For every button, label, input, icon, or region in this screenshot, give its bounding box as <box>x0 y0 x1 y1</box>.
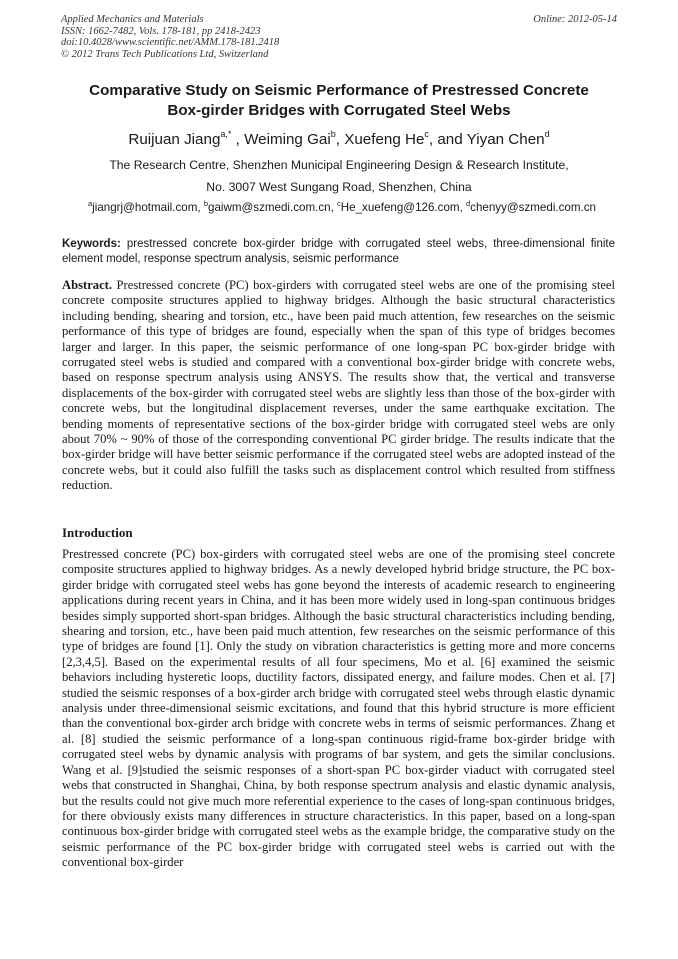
title-line-1: Comparative Study on Seismic Performance of Prestressed Concrete <box>89 82 589 99</box>
author-separator: , <box>231 131 245 148</box>
affiliation-line-2: No. 3007 West Sungang Road, Shenzhen, China <box>206 180 472 194</box>
journal-name: Applied Mechanics and Materials <box>61 14 204 25</box>
author-superscript: b <box>330 129 336 139</box>
introduction-text: Prestressed concrete (PC) box-girders with corrugated steel webs are one of the promising steel concrete composite structures applied to highway bridges. As a newly developed hybrid bridge structure, the PC box-girder bridge with corrugated steel webs has gone beyond the interests of academic research to engineering applications during recent years in China, and it has been more widely used in long-span continuous bridges besides simply supported short-span bridges. Although the basic structural characteristics including bending, shearing and torsion, etc., have been paid much attention, few researches on the seismic performance of this type of bridges are found [1]. Only the study on vibration characteristics is getting more and more concerns [2,3,4,5]. Based on the experimental results of all four specimens, Mo et al. [6] examined the seismic behaviors including hysteretic loops, ductility factors, dissipated energy, and failure modes. Chen et al. [7] studied the seismic responses of a box-girder arch bridge with corrugated steel webs through elastic dynamic analysis under three-dimensional seismic excitations, and found that this hybrid structure is more efficient than the conventional box-girder arch bridge with concrete webs in terms of seismic performances. Zhang et al. [8] studied the seismic performance of a long-span continuous rigid-frame box-girder bridge with corrugated steel webs by dynamic analysis with programs of bar system, and gets the similar conclusions. Wang et al. [9]studied the seismic responses of a short-span PC box-girder viaduct with corrugated steel webs that constructed in Shanghai, China, by both response spectrum analysis and elastic dynamic analysis, but the results could not give much more referential experience to the cases of long-span continuous bridges, for there obviously exists many differences in structure characteristics. In this paper, based on a long-span continuous box-girder bridge with corrugated steel webs as the example bridge, the comparative study on the seismic performance of the PC box-girder bridge with corrugated steel webs is carried out with the conventional box-girder <box>62 547 615 870</box>
author-name: Weiming Gai <box>244 131 331 148</box>
keywords-text: prestressed concrete box-girder bridge with corrugated steel webs, three-dimensional finite element model, response spectrum analysis, seismic performance <box>62 238 616 265</box>
author-name: Ruijuan Jiang <box>128 131 221 148</box>
email-superscript: c <box>337 199 341 208</box>
journal-header <box>61 14 617 60</box>
author-separator: , and <box>428 131 467 148</box>
email-address: chenyy@szmedi.com.cn <box>470 201 596 214</box>
author-separator: , <box>335 131 345 148</box>
email-address: jiangrj@hotmail.com, <box>92 201 204 214</box>
title-line-2: Box-girder Bridges with Corrugated Steel Webs <box>167 102 511 119</box>
author-superscript: d <box>544 129 550 139</box>
author-list <box>0 130 678 150</box>
author-emails <box>62 200 622 216</box>
email-address: gaiwm@szmedi.com.cn, <box>208 201 338 214</box>
author-superscript: a,* <box>220 129 232 139</box>
email-superscript: b <box>203 199 208 208</box>
abstract-label: Abstract. <box>62 278 113 292</box>
author-name: Xuefeng He <box>344 131 425 148</box>
paper-title <box>40 81 638 121</box>
email-address: He_xuefeng@126.com, <box>340 201 466 214</box>
affiliation-line-1: The Research Centre, Shenzhen Municipal Engineering Design & Research Institute, <box>109 158 569 172</box>
copyright-line: © 2012 Trans Tech Publications Ltd, Switzerland <box>61 48 269 60</box>
author-name: Yiyan Chen <box>466 131 545 148</box>
doi-line: doi:10.4028/www.scientific.net/AMM.178-181.2418 <box>61 37 280 49</box>
author-superscript: c <box>424 129 429 139</box>
email-superscript: d <box>466 199 471 208</box>
keywords-block <box>62 237 615 266</box>
introduction-heading: Introduction <box>62 525 133 540</box>
issn-line: ISSN: 1662-7482, Vols. 178-181, pp 2418-2423 <box>61 25 261 37</box>
abstract-text: Prestressed concrete (PC) box-girders with corrugated steel webs are one of the promising steel concrete composite structures applied to highway bridges. Although the basic structural characteristics including bending, shearing and torsion, etc., have been paid much attention, few researches on the seismic performance of this type of bridges are found, especially when the span of this type of bridges becomes larger and larger. In this paper, the seismic performance of one long-span PC box-girder bridge with corrugated steel webs is studied and compared with a conventional box-girder bridge with concrete webs, based on response spectrum analysis using ANSYS. The results show that, the vertical and transverse displacements of the box-girder with corrugated steel webs are slightly less than those of the box-girder with concrete webs, but the longitudinal displacement reverses, under the same earthquake excitation. The bending moments of representative sections of the box-girder bridge with corrugated steel webs are only about 70% ~ 90% of those of the corresponding conventional PC girder bridge. The results indicate that the box-girder bridge will have better seismic performance if the corrugated steel webs are adopted instead of the concrete webs, but it could also fulfill the tasks such as displacement control which resulted from stiffness reduction. <box>62 278 615 493</box>
keywords-label: Keywords: <box>62 238 121 250</box>
abstract-block <box>62 278 615 494</box>
email-superscript: a <box>88 199 93 208</box>
online-date: Online: 2012-05-14 <box>533 14 617 25</box>
